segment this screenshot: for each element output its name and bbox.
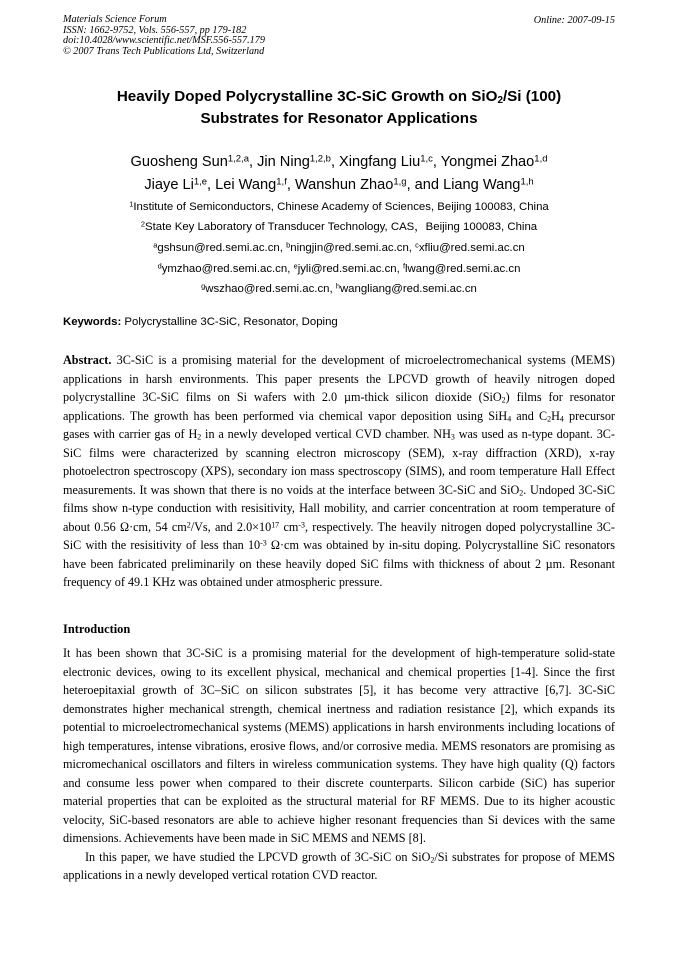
author: Guosheng Sun	[130, 154, 228, 170]
keywords-text: Polycrystalline 3C-SiC, Resonator, Doping	[124, 316, 338, 328]
keywords	[63, 316, 615, 328]
copyright-line: © 2007 Trans Tech Publications Ltd, Switzerland	[63, 45, 265, 57]
author: Liang Wang	[443, 177, 521, 193]
online-date: Online: 2007-09-15	[533, 15, 615, 26]
email: wangliang@red.semi.ac.cn	[339, 283, 477, 295]
paragraph: It has been shown that 3C-SiC is a promising material for the development of high-temperature solid-state electronic devices, owing to its excellent physical, mechanical and chemical properties [1-4]. Since the first heteroepitaxial growth of 3C–SiC on silicon substrates [5], it has become very attractive [6,7]. 3C-SiC demonstrates higher mechanical strength, chemical inertness and radiation resistance [2], which expands its potential to microelectromechanical systems (MEMS) applications in harsh environments including locations of high temperatures, intense vibrations, erosive flows, and/or corrosive media. MEMS resonators are promising as micromechanical oscillators and filters in wireless communication systems. They have high quality (Q) factors and consume less power when compared to their discrete counterparts. Silicon carbide (SiC) has superior material properties that can be exploited as the structural material for RF MEMS. Due to its higher acoustic velocity, SiC-based resonators are able to achieve higher resonant frequencies than Si devices with the same dimensions. Achievements have been made in SiC MEMS and NEMS [8].	[63, 646, 615, 845]
email: wszhao@red.semi.ac.cn	[205, 283, 330, 295]
introduction-body	[63, 644, 615, 885]
email: ningjin@red.semi.ac.cn	[290, 242, 409, 254]
affiliations	[63, 197, 615, 237]
section-heading-introduction: Introduction	[63, 622, 131, 636]
author: Yongmei Zhao	[440, 154, 535, 170]
email: ymzhao@red.semi.ac.cn	[161, 262, 288, 275]
author: Xingfang Liu	[339, 154, 421, 170]
author-emails: $^a$gshsun@red.semi.ac.cn, $^b$ningjin@red.semi.ac.cn, $^c$xfliu@red.semi.ac.cn $^d$ymzhao@red.semi.ac.cn, $^e$jyli@red.semi.ac.cn, $^f$lwang@red.semi.ac.cn $^g$wszhao@red.semi.ac.cn, $^h$wangliang@red.semi.ac.cn	[153, 240, 525, 295]
abstract-label: Abstract.	[63, 353, 112, 367]
keywords-label: Keywords:	[63, 316, 122, 328]
author: Jin Ning	[257, 154, 310, 170]
author: Jiaye Li	[144, 177, 194, 193]
journal-header	[63, 15, 265, 57]
issn-line: ISSN: 1662-9752, Vols. 556-557, pp 179-182	[63, 24, 247, 36]
email: jyli@red.semi.ac.cn	[297, 262, 397, 275]
author: Lei Wang	[215, 177, 277, 193]
paragraph: In this paper, we have studied the LPCVD growth of 3C-SiC on SiO$_2$/Si substrates for propose of MEMS applications in a newly developed vertical rotation CVD reactor.	[63, 849, 615, 882]
abstract: Abstract. 3C-SiC is a promising material for the development of microelectromechanical systems (MEMS) applications in harsh environments. This paper presents the LPCVD growth of heavily nitrogen doped polycrystalline 3C-SiC films on Si wafers with 2.0 µm-thick silicon dioxide (SiO$_2$) films for resonator applications. The growth has been performed via chemical vapor deposition using SiH$_4$ and $C_2H_4$ precursor gases with carrier gas of $H_2$ in a newly developed vertical CVD chamber. $NH_3$ was used as n-type dopant. 3C-SiC films were characterized by scanning electron microscopy (SEM), x-ray diffraction (XRD), x-ray photoelectron spectroscopy (XPS), secondary ion mass spectroscopy (SIMS), and room temperature Hall Effect measurements. It was shown that there is no voids at the interface between 3C-SiC and SiO$_2$. Undoped 3C-SiC films show n-type conduction with resisitivity, Hall mobility, and carrier concentration at room temperature of about 0.56 Ω·cm, 54 $cm^2/Vs$, and $2.0\times 10^{17}$ $cm^{-3}$, respectively. The heavily nitrogen doped polycrystalline 3C-SiC with the resisitivity of less than $10^{-3}$ Ω·cm was obtained by in-situ doping. Polycrystalline SiC resonators have been fabricated preliminarily on these heavily doped SiC films with thickness of about 2 µm. Resonant frequency of 49.1 KHz was obtained under atmospheric pressure.	[63, 353, 616, 589]
author-list: Guosheng Sun$^{1,2,a}$, Jin Ning$^{1,2,b}$, Xingfang Liu$^{1,c}$, Yongmei Zhao$^{1,d}$ Jiaye Li$^{1,e}$, Lei Wang$^{1,f}$, Wanshun Zhao$^{1,g}$, and Liang Wang$^{1,h}$	[130, 153, 548, 193]
affiliation: $^2$State Key Laboratory of Transducer Technology, CAS，Beijing 100083, China	[140, 219, 538, 233]
affiliation: $^1$Institute of Semiconductors, Chinese Academy of Sciences, Beijing 100083, China	[129, 199, 549, 213]
email: lwang@red.semi.ac.cn	[405, 262, 521, 275]
paper-title: Heavily Doped Polycrystalline 3C-SiC Growth on SiO$_2$/Si (100) Substrates for Resonator Applications	[116, 88, 562, 127]
journal-name: Materials Science Forum	[63, 14, 167, 25]
doi-line: doi:10.4028/www.scientific.net/MSF.556-557.179	[63, 35, 265, 46]
email: gshsun@red.semi.ac.cn	[157, 242, 280, 254]
author: Wanshun Zhao	[294, 177, 394, 193]
email: xfliu@red.semi.ac.cn	[418, 242, 525, 254]
